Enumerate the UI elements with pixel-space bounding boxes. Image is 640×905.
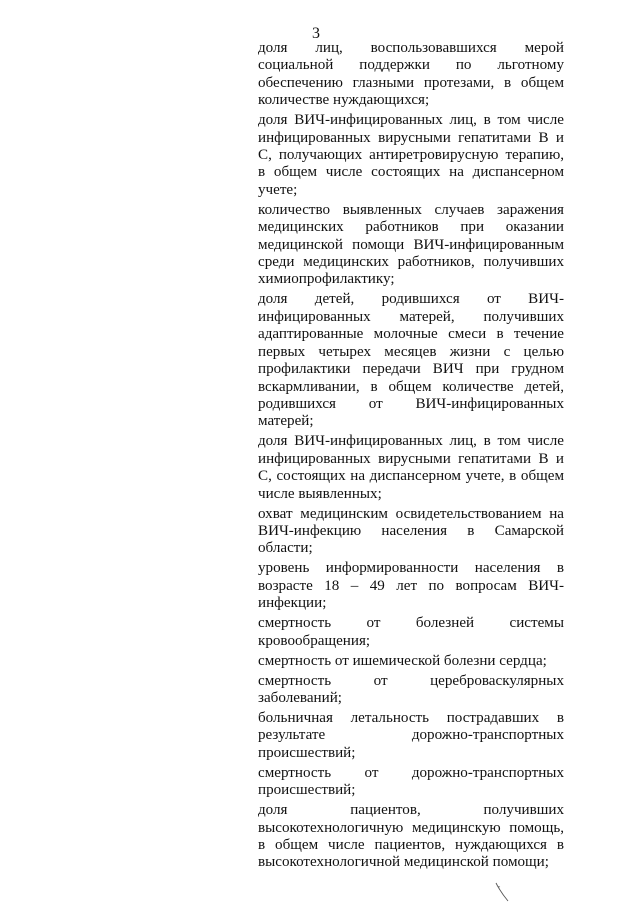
list-item: смертность от дорожно-транспортных происшествий; bbox=[258, 764, 564, 799]
list-item: смертность от ишемической болезни сердца; bbox=[258, 652, 547, 669]
list-item: смертность от болезней системы кровообращения; bbox=[258, 615, 564, 649]
list-item: доля ВИЧ-инфицированных лиц, в том числе инфицированных вирусными гепатитами В и С, получающих антиретровирусную терапию, в общем числе состоящих на диспансерном учете; bbox=[258, 112, 564, 198]
indicator-list bbox=[258, 40, 564, 874]
list-item: смертность от цереброваскулярных заболеваний; bbox=[258, 672, 564, 706]
page-number: 3 bbox=[312, 25, 320, 42]
list-item: охват медицинским освидетельствованием на ВИЧ-инфекцию населения в Самарской области; bbox=[258, 505, 564, 557]
list-item: уровень информированности населения в возрасте 18 – 49 лет по вопросам ВИЧ-инфекции; bbox=[258, 560, 564, 612]
list-item: доля ВИЧ-инфицированных лиц, в том числе инфицированных вирусными гепатитами В и С, состоящих на диспансерном учете, в общем числе выявленных; bbox=[258, 433, 564, 502]
list-item: доля детей, родившихся от ВИЧ-инфицированных матерей, получивших адаптированные молочные смеси в течение первых четырех месяцев жизни с целью профилактики передачи ВИЧ при грудном вскармливании, в общем количестве детей, родившихся от ВИЧ-инфицированных матерей; bbox=[258, 291, 564, 430]
list-item: доля пациентов, получивших высокотехнологичную медицинскую помощь, в общем числе пациентов, нуждающихся в высокотехнологичной медицинской помощи; bbox=[258, 802, 564, 871]
list-item: больничная летальность пострадавших в результате дорожно-транспортных происшествий; bbox=[258, 709, 564, 761]
list-item: количество выявленных случаев заражения медицинских работников при оказании медицинской помощи ВИЧ-инфицированным среди медицинских работников, получивших химиопрофилактику; bbox=[258, 201, 564, 288]
pen-mark bbox=[494, 882, 510, 902]
list-item: доля лиц, воспользовавшихся мерой социальной поддержки по льготному обеспечению глазными протезами, в общем количестве нуждающихся; bbox=[258, 40, 564, 109]
